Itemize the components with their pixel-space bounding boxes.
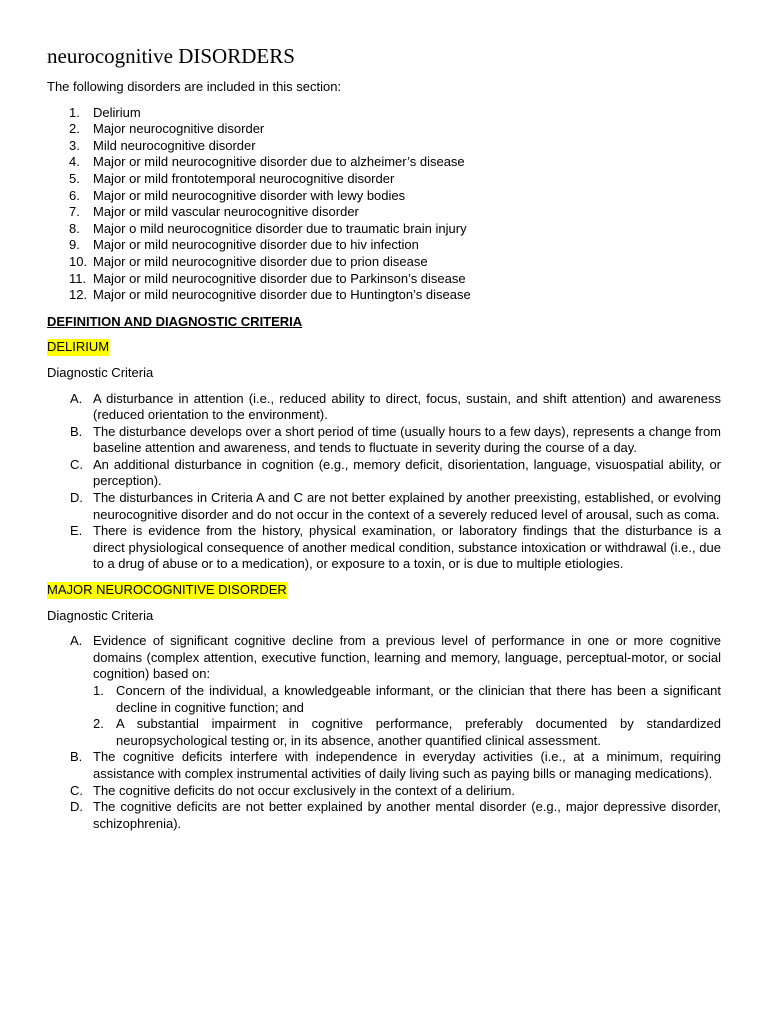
criterion-letter: A. <box>70 633 83 649</box>
sub-criterion-text: A substantial impairment in cognitive performance, preferably documented by standardized neuropsychological testing or, in its absence, another quantified clinical assessment. <box>116 716 721 748</box>
list-item <box>47 237 721 254</box>
list-item <box>47 121 721 138</box>
list-item <box>47 254 721 271</box>
criterion-text: The cognitive deficits are not better explained by another mental disorder (e.g., major depressive disorder, schizophrenia). <box>93 799 721 831</box>
criterion-text: The disturbance develops over a short period of time (usually hours to a few days), represents a change from baseline attention and awareness, and tends to fluctuate in severity during the course of a day. <box>93 423 721 456</box>
criterion-item <box>47 457 721 490</box>
list-number: 3. <box>69 137 80 153</box>
criterion-letter: A. <box>70 390 83 406</box>
list-item-text: Major neurocognitive disorder <box>93 121 265 137</box>
criterion-item <box>47 391 721 424</box>
page-title: neurocognitive DISORDERS <box>47 44 295 68</box>
delirium-subhead: Diagnostic Criteria <box>47 364 154 380</box>
criterion-text: The disturbances in Criteria A and C are not better explained by another preexisting, established, or evolving neurocognitive disorder and do not occur in the context of a severely reduced level of arousal, such as coma. <box>93 490 721 522</box>
criterion-item <box>47 749 721 782</box>
list-item-text: Major or mild neurocognitive disorder due to Huntington’s disease <box>93 287 471 303</box>
list-item <box>47 188 721 205</box>
major-ncd-heading: MAJOR NEUROCOGNITIVE DISORDER <box>47 582 287 598</box>
criterion-text: Evidence of significant cognitive decline from a previous level of performance in one or more cognitive domains (complex attention, executive function, learning and memory, language, perceptual-motor, or social cognition) based on: <box>93 633 721 682</box>
criterion-sub-list <box>93 683 721 749</box>
major-heading-wrap <box>47 582 721 599</box>
list-item-text: Major or mild neurocognitive disorder with lewy bodies <box>93 187 406 203</box>
sub-criterion-item <box>93 716 721 749</box>
list-number: 12. <box>69 287 88 303</box>
list-number: 5. <box>69 170 80 186</box>
criterion-text: The cognitive deficits do not occur exclusively in the context of a delirium. <box>93 782 515 798</box>
criterion-letter: B. <box>70 749 83 765</box>
list-item <box>47 221 721 238</box>
list-item <box>47 138 721 155</box>
list-item-text: Major o mild neurocognitice disorder due to traumatic brain injury <box>93 220 467 236</box>
list-item <box>47 154 721 171</box>
list-item <box>47 204 721 221</box>
criterion-item <box>47 490 721 523</box>
delirium-heading: DELIRIUM <box>47 339 110 355</box>
criterion-text: An additional disturbance in cognition (e.g., memory deficit, disorientation, language, visuospatial ability, or perception). <box>93 456 721 489</box>
criterion-text: There is evidence from the history, physical examination, or laboratory findings that the disturbance is a direct physiological consequence of another medical condition, substance intoxication or withdrawal (i.e., due to a drug of abuse or to a medication), or exposure to a toxin, or is due to multiple etiologies. <box>93 523 721 572</box>
sub-criterion-number: 1. <box>93 683 104 698</box>
sub-criterion-text: Concern of the individual, a knowledgeable informant, or the clinician that there has been a significant decline in cognitive function; and <box>116 683 721 715</box>
list-item <box>47 105 721 122</box>
list-number: 11. <box>69 270 87 286</box>
list-number: 4. <box>69 154 80 170</box>
list-item-text: Major or mild neurocognitive disorder due to Parkinson’s disease <box>93 270 466 286</box>
criterion-item <box>47 633 721 749</box>
major-criteria-list <box>47 633 721 832</box>
list-item-text: Major or mild neurocognitive disorder due to alzheimer’s disease <box>93 154 465 170</box>
major-subhead: Diagnostic Criteria <box>47 607 154 623</box>
criterion-letter: B. <box>70 423 83 439</box>
criterion-text: The cognitive deficits interfere with independence in everyday activities (i.e., at a minimum, requiring assistance with complex instrumental activities of daily living such as paying bills or managing medications). <box>93 749 721 781</box>
criterion-item <box>47 523 721 573</box>
list-item <box>47 287 721 304</box>
list-number: 2. <box>69 121 80 137</box>
delirium-criteria-list <box>47 391 721 574</box>
section-heading: DEFINITION AND DIAGNOSTIC CRITERIA <box>47 313 303 329</box>
criterion-item <box>47 424 721 457</box>
sub-criterion-number: 2. <box>93 716 104 732</box>
list-number: 9. <box>69 237 80 253</box>
list-number: 7. <box>69 204 80 220</box>
list-item-text: Mild neurocognitive disorder <box>93 137 256 153</box>
list-item-text: Major or mild neurocognitive disorder due to hiv infection <box>93 237 419 253</box>
criterion-letter: E. <box>70 523 83 539</box>
document-page <box>47 43 721 832</box>
list-item-text: Major or mild neurocognitive disorder due to prion disease <box>93 253 428 269</box>
list-item-text: Delirium <box>93 104 141 120</box>
disorders-list <box>47 105 721 304</box>
list-number: 10. <box>69 253 88 269</box>
criterion-letter: D. <box>70 799 83 815</box>
list-number: 6. <box>69 187 80 203</box>
criterion-item <box>47 783 721 800</box>
criterion-letter: D. <box>70 490 83 506</box>
list-item <box>47 171 721 188</box>
criterion-item <box>47 799 721 832</box>
criterion-letter: C. <box>70 456 83 472</box>
criterion-letter: C. <box>70 782 83 798</box>
list-item-text: Major or mild vascular neurocognitive disorder <box>93 204 359 220</box>
sub-criterion-item <box>93 683 721 716</box>
list-item <box>47 271 721 288</box>
list-item-text: Major or mild frontotemporal neurocognitive disorder <box>93 170 395 186</box>
list-number: 1. <box>69 104 80 120</box>
criterion-text: A disturbance in attention (i.e., reduced ability to direct, focus, sustain, and shift attention) and awareness (reduced orientation to the environment). <box>93 390 721 423</box>
delirium-heading-wrap <box>47 339 721 356</box>
list-number: 8. <box>69 220 80 236</box>
intro-text: The following disorders are included in this section: <box>47 79 342 94</box>
